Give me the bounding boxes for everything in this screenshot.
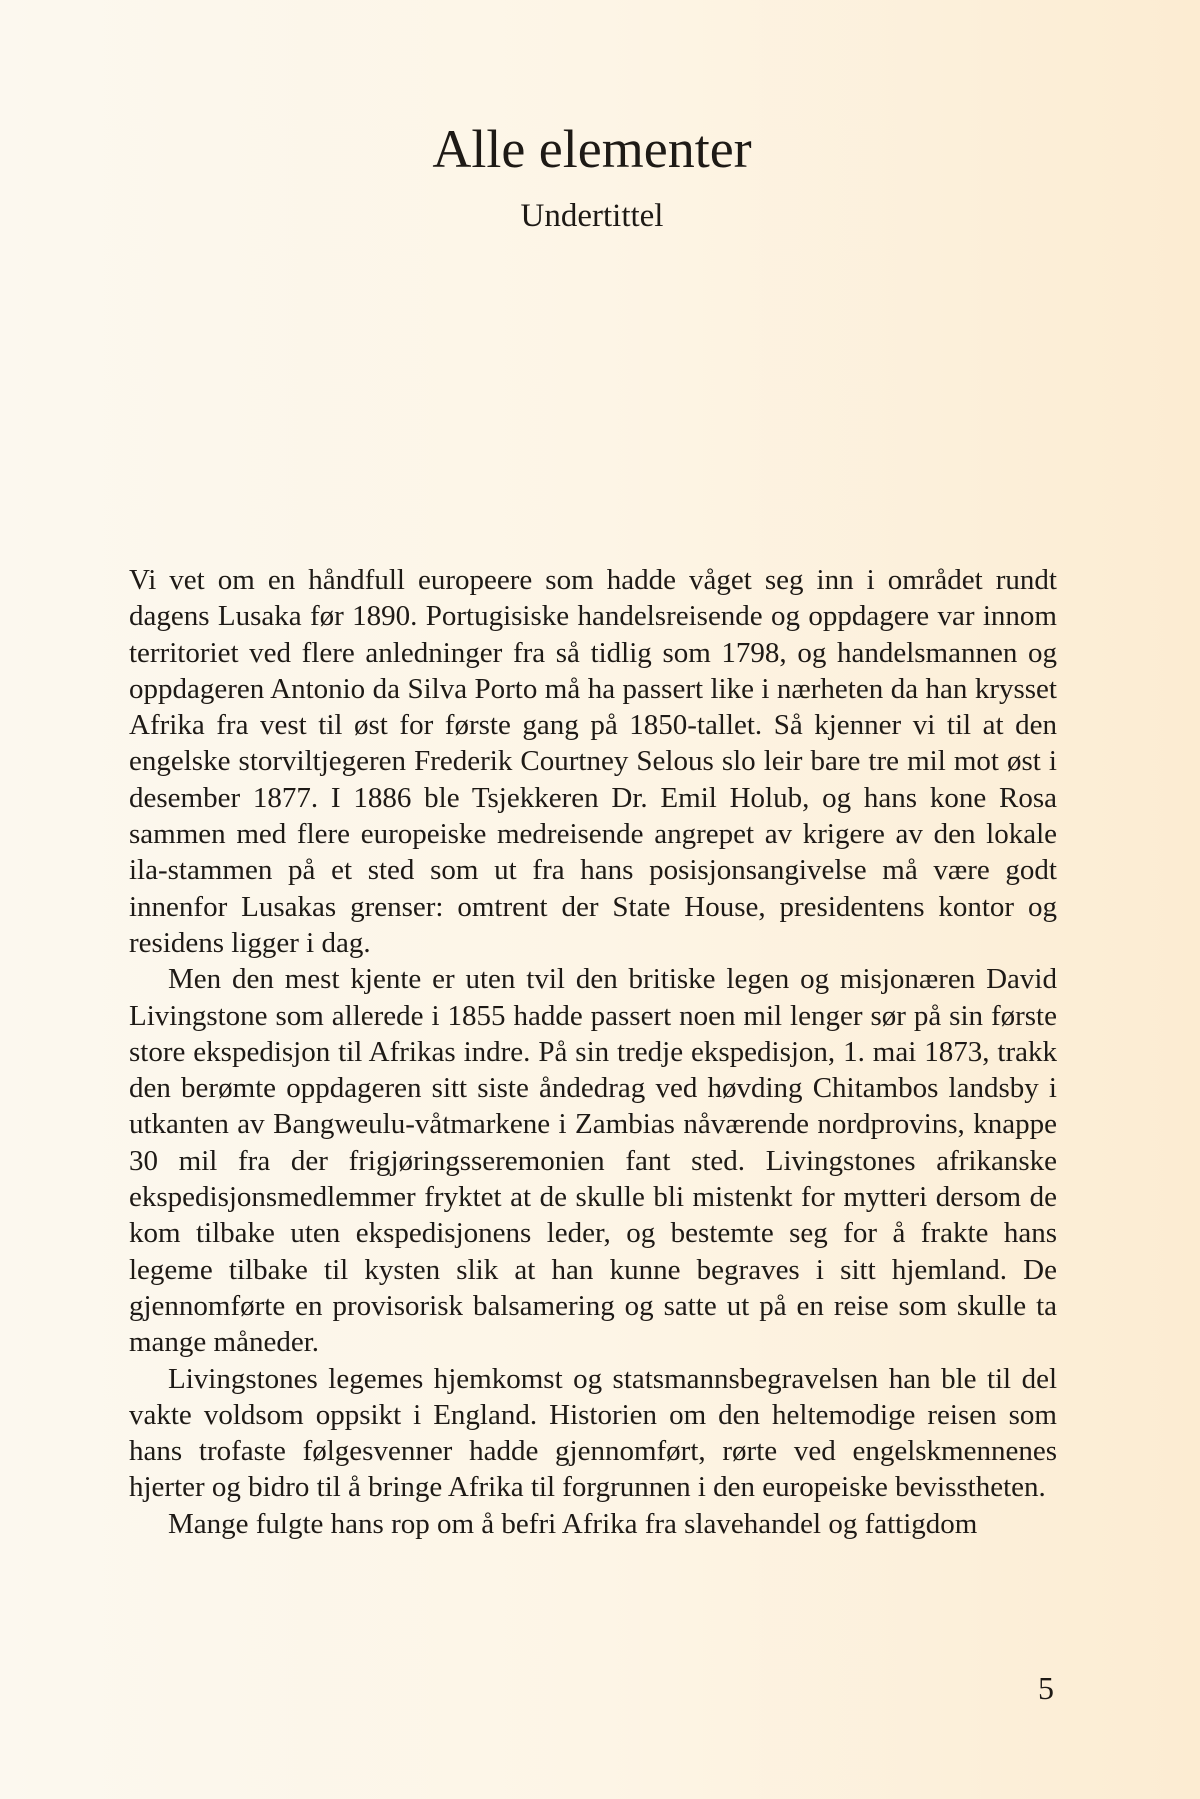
- body-text: [129, 562, 1057, 1542]
- paragraph: Men den mest kjente er uten tvil den britiske legen og misjonæren David Livingstone som allerede i 1855 hadde passert noen mil lenger sør på sin første store ekspedisjon til Afrikas indre. På sin tredje ekspedisjon, 1. mai 1873, trakk den berømte oppdageren sitt siste åndedrag ved høvding Chitambos landsby i utkanten av Bangweulu-våtmarkene i Zambias nåværende nordprovins, knappe 30 mil fra der frigjøringsseremonien fant sted. Livingstones afrikanske ekspedisjonsmedlemmer fryktet at de skulle bli mistenkt for mytteri dersom de kom tilbake uten ekspedisjonens leder, og bestemte seg for å frakte hans legeme tilbake til kysten slik at han kunne begraves i sitt hjemland. De gjennomførte en provisorisk balsamering og satte ut på en reise som skulle ta mange måneder.: [129, 963, 1057, 1359]
- chapter-subtitle: Undertittel: [520, 198, 664, 234]
- paragraph: Mange fulgte hans rop om å befri Afrika fra slavehandel og fattigdom: [168, 1507, 978, 1540]
- paragraph: Livingstones legemes hjemkomst og statsmannsbegravelsen han ble til del vakte voldsom oppsikt i England. Historien om den heltemodige reisen som hans trofaste følgesvenner hadde gjennomført, rørte ved engelskmennenes hjerter og bidro til å bringe Afrika til forgrunnen i den europeiske bevisstheten.: [129, 1362, 1057, 1504]
- page-number: 5: [1038, 1670, 1054, 1706]
- paragraph: Vi vet om en håndfull europeere som hadde våget seg inn i området rundt dagens Lusaka før 1890. Portugisiske handelsreisende og oppdagere var innom territoriet ved flere anledninger fra så tidlig som 1798, og handelsmannen og oppdageren Antonio da Silva Porto må ha passert like i nærheten da han krysset Afrika fra vest til øst for første gang på 1850-tallet. Så kjenner vi til at den engelske storviltjegeren Frederik Courtney Selous slo leir bare tre mil mot øst i desember 1877. I 1886 ble Tsjekkeren Dr. Emil Holub, og hans kone Rosa sammen med flere europeiske medreisende angrepet av krigere av den lokale ila-stammen på et sted som ut fra hans posisjonsangivelse må være godt innenfor Lusakas grenser: omtrent der State House, presidentens kontor og residens ligger i dag.: [129, 564, 1057, 959]
- chapter-title: Alle elementer: [432, 119, 752, 179]
